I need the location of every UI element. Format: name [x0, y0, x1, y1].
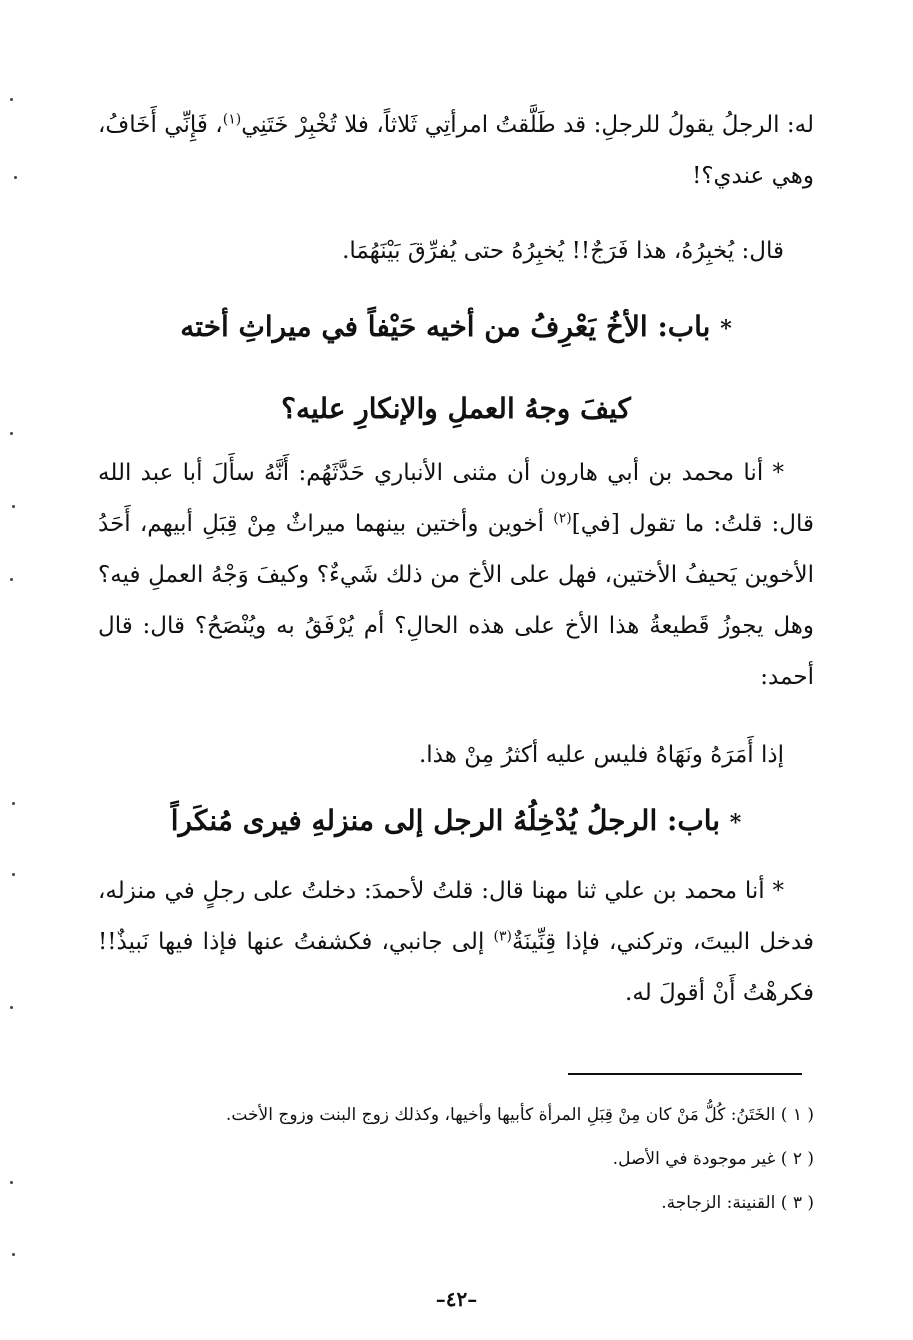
chapter-heading — [98, 302, 814, 434]
star-marker: * — [729, 810, 742, 836]
footnote-ref: (١) — [222, 111, 242, 128]
paragraph-continuation — [98, 100, 814, 202]
footnote-divider — [568, 1073, 802, 1075]
scan-speck — [10, 578, 13, 581]
footnote-1: ( ١ ) الخَتَنُ: كُلُّ مَنْ كان مِنْ قِبَلِ المرأة كأبيها وأخيها، وكذلك زوج البنت وزوج الأخت. — [225, 1105, 814, 1125]
paragraph-text: قال: يُخبِرُهُ، هذا فَرَجٌ!! يُخبِرُهُ حتى يُفرِّقَ بَيْنَهُمَا. — [342, 238, 784, 264]
footnote-3: ( ٣ ) القنينة: الزجاجة. — [661, 1193, 814, 1213]
paragraph-text: أنا محمد بن علي ثنا مهنا قال: قلتُ لأحمدَ: دخلتُ على رجلٍ في منزله، فدخل البيتَ، وتركني، فإذا قِنِّينَةٌ — [98, 878, 815, 955]
scan-speck — [10, 1181, 13, 1184]
paragraph-answer — [98, 226, 814, 277]
scan-speck — [10, 1006, 13, 1009]
paragraph-question — [98, 866, 814, 1019]
heading-line: كيفَ وجهُ العملِ والإنكارِ عليه؟ — [281, 392, 631, 425]
paragraph-text: أنا محمد بن أبي هارون أن مثنى الأنباري حَدَّثَهُم: أَنَّهُ سأَلَ أبا عبد الله قال: قلتُ: ما تقول [في] — [98, 460, 815, 537]
heading-line: باب: الرجلُ يُدْخِلُهُ الرجل إلى منزلهِ فيرى مُنكَراً — [170, 804, 721, 837]
paragraph-text: إذا أَمَرَهُ ونَهَاهُ فليس عليه أكثرُ مِنْ هذا. — [418, 742, 784, 768]
scan-speck — [12, 802, 15, 805]
scan-speck — [10, 98, 13, 101]
scan-speck — [12, 505, 15, 508]
scan-speck — [12, 1253, 15, 1256]
footnote-2: ( ٢ ) غير موجودة في الأصل. — [612, 1149, 814, 1169]
star-marker: * — [772, 878, 785, 904]
footnote-ref: (٢) — [553, 510, 572, 527]
star-marker: * — [772, 460, 785, 486]
heading-line: باب: الأخُ يَعْرِفُ من أخيه حَيْفاً في ميراثِ أخته — [180, 310, 711, 343]
paragraph-text: أخوين وأختين بينهما ميراثٌ مِنْ قِبَلِ أبيهم، أَحَدُ الأخوين يَحيفُ الأختين، فهل على الأخ من ذلك شَيءٌ؟ وكيفَ وَجْهُ العملِ فيه؟ وهل يجوزُ قَطيعةُ هذا الأخ على هذه الحالِ؟ أم يُرْفَقُ به ويُنْصَحُ؟ قال: قال أحمد: — [98, 511, 814, 690]
page-number: –٤٢– — [435, 1287, 478, 1311]
paragraph-text: ، فَإِنِّي أَخَافُ، وهي عندي؟! — [98, 112, 814, 189]
footnotes — [98, 1093, 814, 1225]
footnote-ref: (٣) — [493, 928, 512, 945]
scan-speck — [12, 873, 15, 876]
paragraph-text: إلى جانبي، فكشفتُ عنها فإذا فيها نَبيذٌ!! فكرهْتُ أَنْ أقولَ له. — [98, 929, 814, 1006]
paragraph-answer — [98, 730, 814, 781]
scan-speck — [14, 176, 17, 179]
star-marker: * — [720, 316, 732, 342]
paragraph-text: له: الرجلُ يقولُ للرجلِ: قد طَلَّقتُ امرأتِي ثَلاثاً، فلا تُخْبِرْ خَتَنِي — [241, 112, 814, 138]
paragraph-question — [98, 448, 814, 703]
scan-speck — [10, 432, 13, 435]
chapter-heading — [98, 796, 814, 848]
